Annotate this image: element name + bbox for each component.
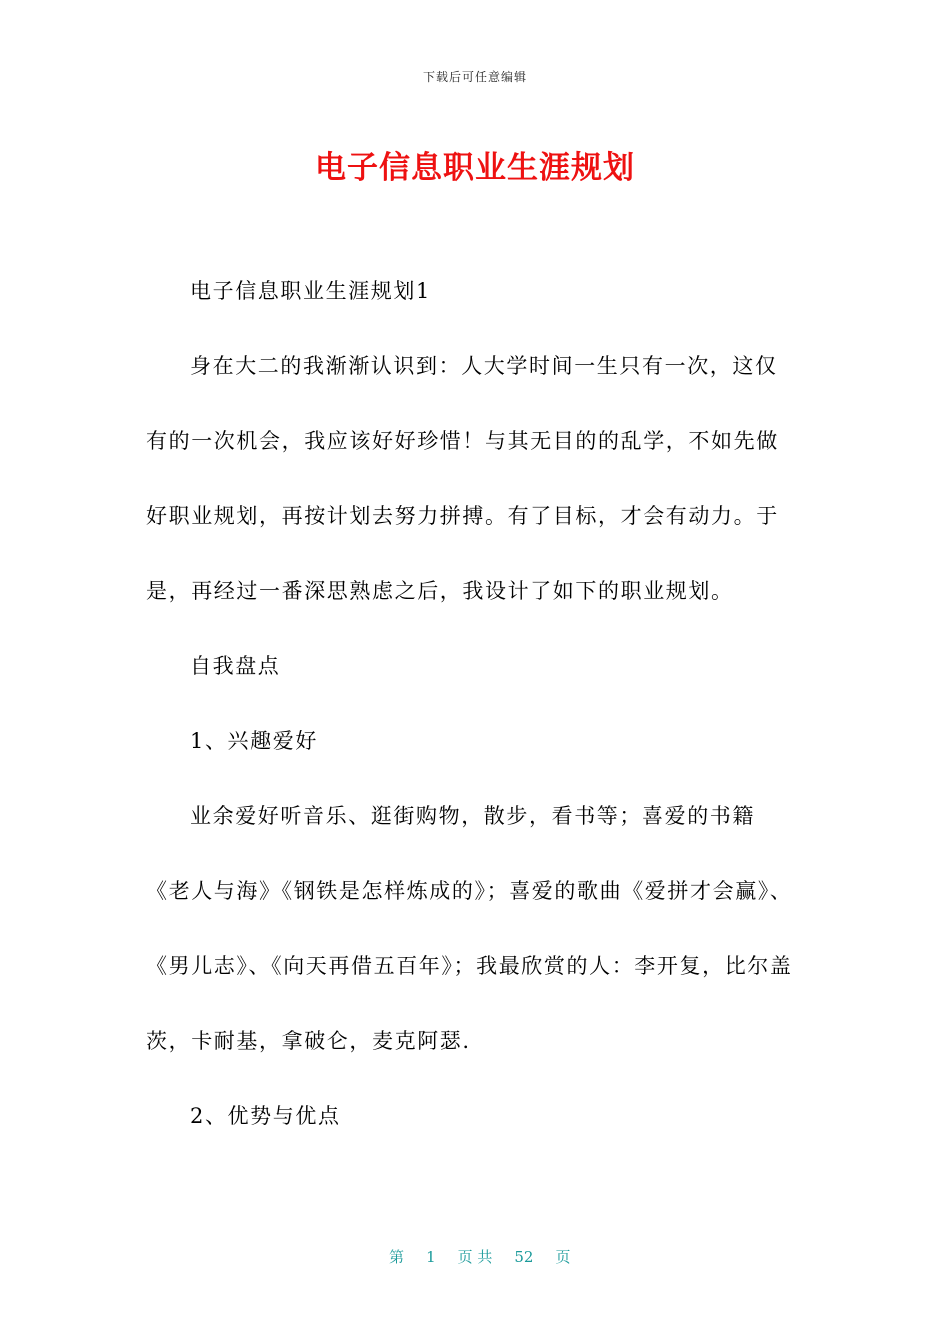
footer-page-prefix: 第 bbox=[389, 1248, 405, 1266]
document-body bbox=[146, 254, 796, 1154]
body-paragraph: 业余爱好听音乐、逛街购物，散步，看书等；喜爱的书籍《老人与海》《钢铁是怎样炼成的》；喜爱的歌曲《爱拼才会赢》、《男儿志》、《向天再借五百年》；我最欣赏的人：李开复，比尔盖茨，卡耐基，拿破仑，麦克阿瑟. bbox=[146, 804, 793, 1053]
subsection-heading: 2、优势与优点 bbox=[190, 1104, 341, 1128]
page-header-note: 下载后可任意编辑 bbox=[422, 70, 527, 84]
section-heading: 电子信息职业生涯规划1 bbox=[190, 279, 431, 303]
section-heading: 自我盘点 bbox=[190, 654, 281, 678]
body-paragraph: 身在大二的我渐渐认识到：人大学时间一生只有一次，这仅有的一次机会，我应该好好珍惜！与其无目的的乱学，不如先做好职业规划，再按计划去努力拼搏。有了目标，才会有动力。于是，再经过一番深思熟虑之后，我设计了如下的职业规划。 bbox=[146, 354, 779, 603]
footer-page-mid: 页 共 bbox=[457, 1248, 493, 1266]
document-title: 电子信息职业生涯规划 bbox=[315, 150, 635, 186]
footer-page-number: 1 bbox=[426, 1248, 436, 1266]
footer-page-total: 52 bbox=[514, 1248, 534, 1266]
footer-page-suffix: 页 bbox=[555, 1248, 571, 1266]
subsection-heading: 1、兴趣爱好 bbox=[190, 729, 318, 753]
page-footer bbox=[0, 1228, 950, 1267]
